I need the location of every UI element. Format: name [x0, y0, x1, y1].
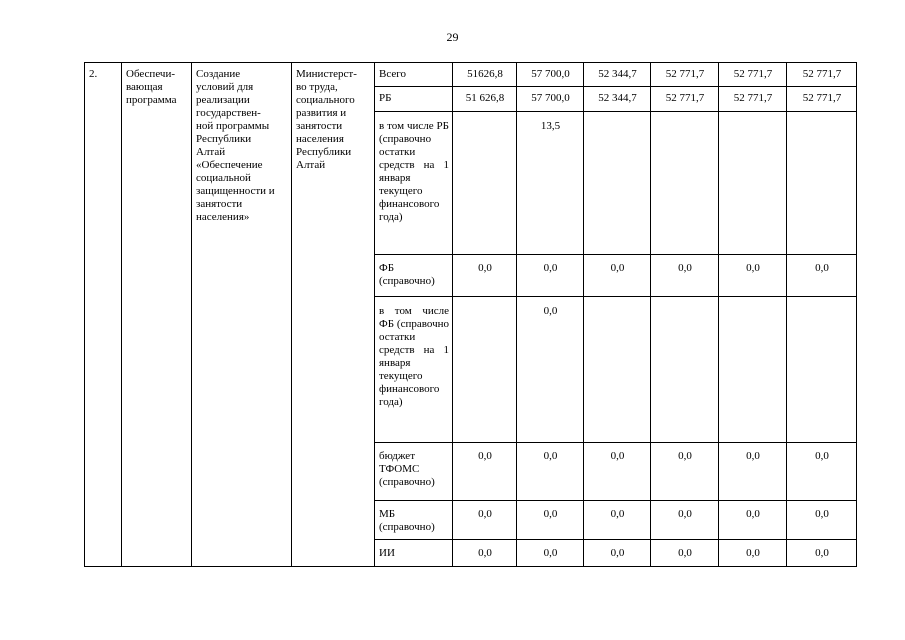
value-cell: 52 771,7 [651, 63, 719, 87]
value-cell: 0,0 [453, 540, 517, 567]
table-row [85, 63, 857, 87]
value-cell: 0,0 [584, 255, 651, 297]
value-cell: 51 626,8 [453, 87, 517, 112]
value-cell [651, 297, 719, 443]
value-cell [584, 112, 651, 255]
value-cell: 0,0 [517, 255, 584, 297]
value-cell: 0,0 [517, 540, 584, 567]
value-cell: 52 771,7 [651, 87, 719, 112]
value-cell [453, 112, 517, 255]
value-cell: 0,0 [453, 501, 517, 540]
value-cell: 0,0 [787, 501, 857, 540]
row-index-cell: 2. [85, 63, 122, 567]
value-cell: 52 344,7 [584, 87, 651, 112]
value-cell: 0,0 [719, 443, 787, 501]
value-cell: 57 700,0 [517, 87, 584, 112]
value-cell [787, 112, 857, 255]
value-cell [787, 297, 857, 443]
value-cell: 0,0 [651, 501, 719, 540]
value-cell: 0,0 [453, 443, 517, 501]
value-cell: 0,0 [651, 443, 719, 501]
source-label-cell: Всего [375, 63, 453, 87]
value-cell [719, 297, 787, 443]
purpose-cell: Создание условий для реализации государствен- ной программы Республики Алтай «Обеспечение социальной защищенности и занятости населения» [192, 63, 292, 567]
budget-table [84, 62, 857, 567]
value-cell: 0,0 [719, 501, 787, 540]
source-label-cell: МБ (справочно) [375, 501, 453, 540]
executor-cell: Министерст- во труда, социального развития и занятости населения Республики Алтай [292, 63, 375, 567]
value-cell [584, 297, 651, 443]
page-number: 29 [446, 30, 459, 44]
value-cell: 0,0 [719, 540, 787, 567]
value-cell: 52 771,7 [719, 87, 787, 112]
value-cell: 0,0 [517, 443, 584, 501]
value-cell: 0,0 [787, 540, 857, 567]
value-cell: 0,0 [517, 297, 584, 443]
value-cell: 0,0 [453, 255, 517, 297]
program-type-cell: Обеспечи- вающая программа [122, 63, 192, 567]
value-cell: 52 344,7 [584, 63, 651, 87]
value-cell: 0,0 [651, 255, 719, 297]
value-cell: 0,0 [787, 255, 857, 297]
value-cell [453, 297, 517, 443]
value-cell: 0,0 [651, 540, 719, 567]
source-label-cell: бюджет ТФОМС (справочно) [375, 443, 453, 501]
value-cell: 51626,8 [453, 63, 517, 87]
value-cell: 0,0 [517, 501, 584, 540]
value-cell: 0,0 [719, 255, 787, 297]
value-cell: 0,0 [584, 540, 651, 567]
source-label-cell: РБ [375, 87, 453, 112]
value-cell [719, 112, 787, 255]
value-cell [651, 112, 719, 255]
source-label-cell: в том числе РБ (справочно остатки средств на 1 января текущего финансового года) [375, 112, 453, 255]
value-cell: 0,0 [787, 443, 857, 501]
value-cell: 0,0 [584, 501, 651, 540]
value-cell: 52 771,7 [719, 63, 787, 87]
source-label-cell: в том числе ФБ (справочно остатки средств на 1 января текущего финансового года) [375, 297, 453, 443]
source-label-cell: ФБ (справочно) [375, 255, 453, 297]
value-cell: 0,0 [584, 443, 651, 501]
value-cell: 52 771,7 [787, 63, 857, 87]
value-cell: 57 700,0 [517, 63, 584, 87]
source-label-cell: ИИ [375, 540, 453, 567]
value-cell: 13,5 [517, 112, 584, 255]
value-cell: 52 771,7 [787, 87, 857, 112]
